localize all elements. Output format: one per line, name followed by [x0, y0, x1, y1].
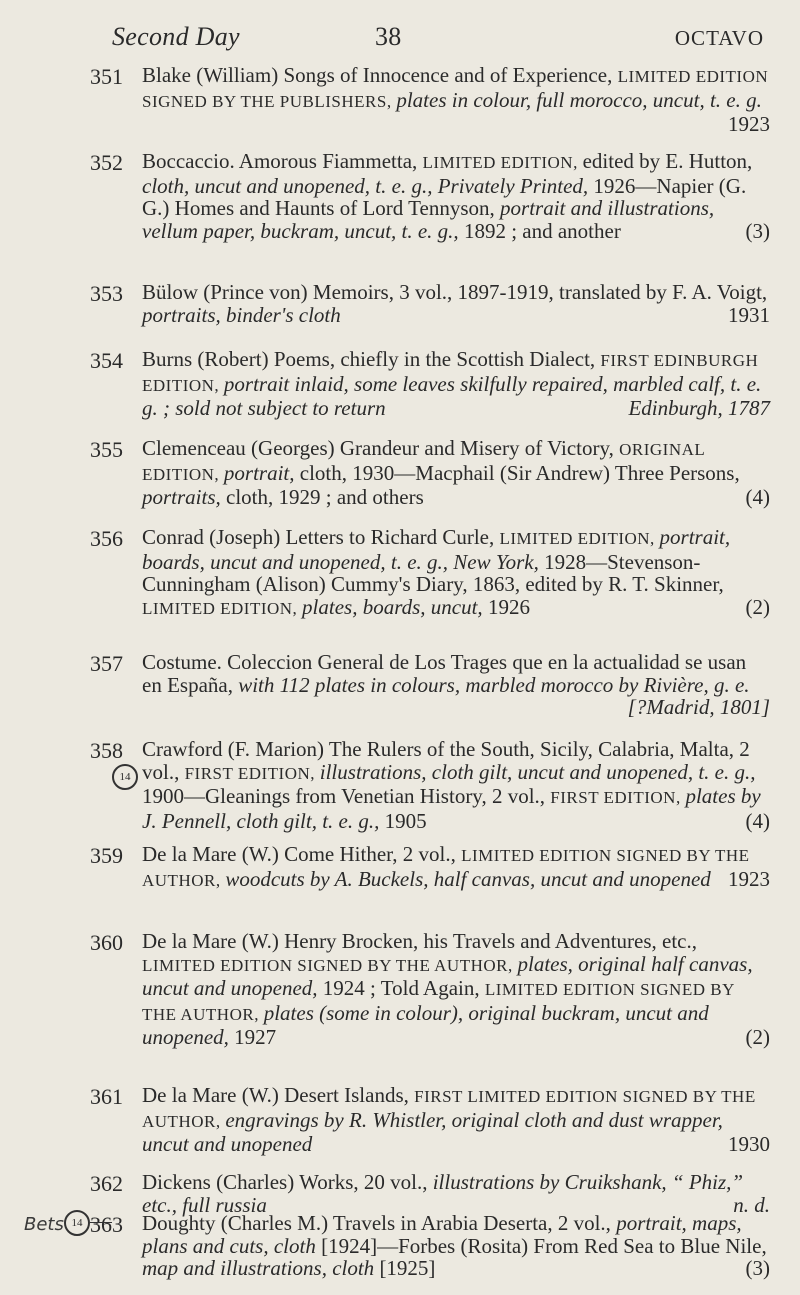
lot-quantity: (2) [745, 594, 770, 619]
lot-number: 360 [90, 930, 123, 955]
lot-number: 353 [90, 281, 123, 306]
lot-357 [90, 650, 770, 719]
page-header [112, 22, 764, 56]
handwritten-line [90, 1222, 112, 1223]
lot-360 [90, 929, 770, 1049]
lot-number: 359 [90, 843, 123, 868]
lot-353 [90, 280, 770, 327]
lot-date: Edinburgh, 1787 [628, 396, 770, 420]
lot-description: Clemenceau (Georges) Grandeur and Misery of Victory, ORIGINAL EDITION, portrait, cloth, 1930—Macphail (Sir Andrew) Three Persons, portraits, cloth, 1929 ; and others (4) [142, 436, 770, 509]
lot-description: De la Mare (W.) Come Hither, 2 vol., LIMITED EDITION SIGNED BY THE AUTHOR, woodcuts by A. Buckels, half canvas, uncut and unopened 1923 [142, 842, 770, 891]
lot-date: 1923 [728, 112, 770, 136]
header-day: Second Day [112, 22, 240, 51]
lot-number: 351 [90, 64, 123, 89]
lot-description: Dickens (Charles) Works, 20 vol., illustrations by Cruikshank, “ Phiz,” etc., full russia n. d. [142, 1170, 770, 1217]
lot-number: 352 [90, 150, 123, 175]
lot-number: 363 [90, 1212, 123, 1237]
lot-361 [90, 1083, 770, 1156]
lot-352 [90, 149, 770, 243]
lot-number: 356 [90, 526, 123, 551]
lot-number: 355 [90, 437, 123, 462]
lot-quantity: (3) [745, 1256, 770, 1280]
handwritten-circle-mark: 14 [112, 764, 138, 790]
lot-date: [?Madrid, 1801] [627, 695, 770, 719]
lot-date: n. d. [733, 1192, 770, 1217]
lot-number: 358 [90, 738, 123, 763]
header-format: OCTAVO [674, 26, 764, 50]
lot-description: Blake (William) Songs of Innocence and of Experience, LIMITED EDITION SIGNED BY THE PUBLISHERS, plates in colour, full morocco, uncut, t. e. g. 1923 [142, 63, 770, 136]
lot-355 [90, 436, 770, 509]
page-number: 38 [375, 22, 402, 51]
lot-number: 362 [90, 1171, 123, 1196]
lot-356 [90, 525, 770, 620]
lot-date: 1923 [728, 866, 770, 891]
handwritten-margin-note: Bets [24, 1214, 64, 1235]
lot-description: Crawford (F. Marion) The Rulers of the South, Sicily, Calabria, Malta, 2 vol., FIRST EDITION, illustrations, cloth gilt, uncut and unopened, t. e. g., 1900—Gleanings from Venetian History, 2 vol., FIRST EDITION, plates by J. Pennell, cloth gilt, t. e. g., 1905 (4) [142, 737, 770, 833]
lot-362 [90, 1170, 770, 1217]
lot-359 [90, 842, 770, 892]
lot-description: Burns (Robert) Poems, chiefly in the Scottish Dialect, FIRST EDINBURGH EDITION, portrait inlaid, some leaves skilfully repaired, marbled calf, t. e. g. ; sold not subject to return Edinburgh, 1787 [142, 347, 770, 420]
lot-354 [90, 347, 770, 420]
lot-number: 361 [90, 1084, 123, 1109]
lot-description: De la Mare (W.) Henry Brocken, his Travels and Adventures, etc., LIMITED EDITION SIGNED BY THE AUTHOR, plates, original half canvas, uncut and unopened, 1924 ; Told Again, LIMITED EDITION SIGNED BY THE AUTHOR, plates (some in colour), original buckram, uncut and unopened, 1927 (2) [142, 929, 770, 1049]
lot-description: Bülow (Prince von) Memoirs, 3 vol., 1897-1919, translated by F. A. Voigt, portraits, binder's cloth 1931 [142, 280, 770, 327]
lot-date: 1930 [728, 1132, 770, 1156]
lot-363 [90, 1211, 770, 1280]
lot-quantity: (4) [745, 485, 770, 509]
lot-description: Costume. Coleccion General de Los Trages que en la actualidad se usan en España, with 112 plates in colours, marbled morocco by Rivière, g. e. [?Madrid, 1801] [142, 650, 770, 719]
lot-quantity: (3) [745, 218, 770, 243]
lot-description: Conrad (Joseph) Letters to Richard Curle, LIMITED EDITION, portrait, boards, uncut and unopened, t. e. g., New York, 1928—Stevenson-Cunningham (Alison) Cummy's Diary, 1863, edited by R. T. Skinner, LIMITED EDITION, plates, boards, uncut, 1926 (2) [142, 525, 770, 619]
handwritten-circle-mark: 14 [64, 1210, 90, 1236]
lot-description: De la Mare (W.) Desert Islands, FIRST LIMITED EDITION SIGNED BY THE AUTHOR, engravings by R. Whistler, original cloth and dust wrapper, uncut and unopened 1930 [142, 1083, 770, 1156]
lot-number: 357 [90, 651, 123, 676]
lot-description: Boccaccio. Amorous Fiammetta, LIMITED EDITION, edited by E. Hutton, cloth, uncut and unopened, t. e. g., Privately Printed, 1926—Napier (G. G.) Homes and Haunts of Lord Tennyson, portrait and illustrations, vellum paper, buckram, uncut, t. e. g., 1892 ; and another (3) [142, 149, 770, 243]
lot-date: 1931 [728, 302, 770, 327]
lot-quantity: (2) [745, 1025, 770, 1049]
lot-description: Doughty (Charles M.) Travels in Arabia Deserta, 2 vol., portrait, maps, plans and cuts, cloth [1924]—Forbes (Rosita) From Red Sea to Blue Nile, map and illustrations, cloth [1925] (3) [142, 1211, 770, 1280]
lot-351 [90, 63, 770, 136]
lot-quantity: (4) [745, 808, 770, 833]
lot-number: 354 [90, 348, 123, 373]
